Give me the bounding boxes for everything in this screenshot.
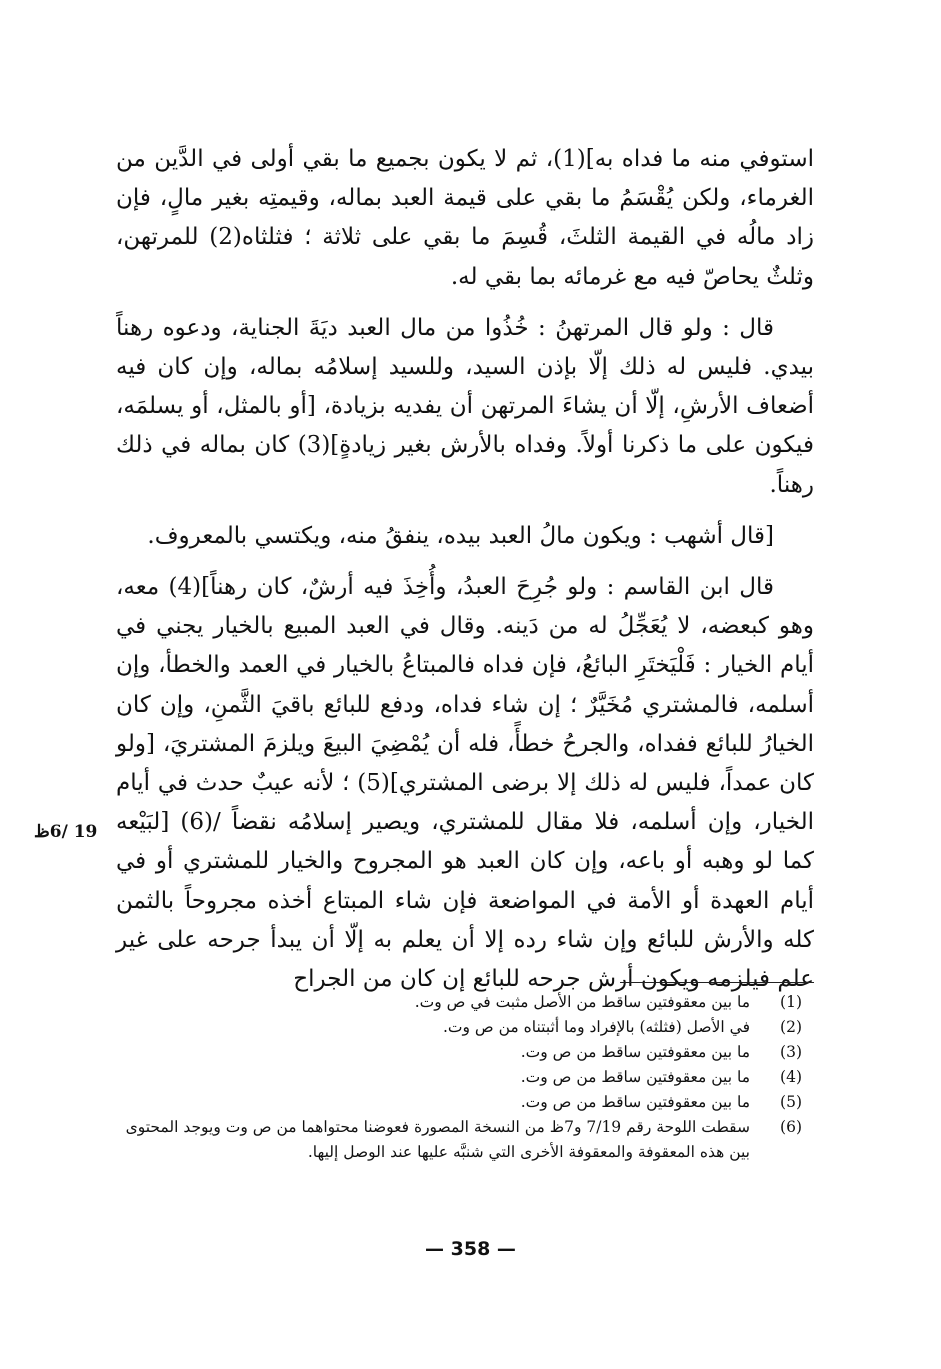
- footnote-number: (4): [780, 1068, 802, 1086]
- footnote-3: [116, 1040, 816, 1065]
- footnote-separator: [620, 982, 814, 983]
- footnote-text: في الأصل (فثلثه) بالإفراد وما أثبتناه من ص وت.: [443, 1018, 750, 1036]
- footnote-text: ما بين معقوفتين ساقط من ص وت.: [520, 1068, 750, 1086]
- footnote-4: [116, 1065, 816, 1090]
- footnote-text: ما بين معقوفتين ساقط من الأصل مثبت في ص وت.: [414, 993, 750, 1011]
- paragraph-1: استوفي منه ما فداه به](1)، ثم لا يكون بجميع ما بقي أولى في الدَّين من الغرماء، ولكن يُقْسَمُ ما بقي على قيمة العبد بماله، وقيمتِه بغير مالٍ، فإن زاد مالُه في القيمة الثلثَ، قُسِمَ ما بقي على ثلاثة ؛ فثلثاه(2) للمرتهن، وثلثٌ يحاصّ فيه مع غرمائه بما بقي له.: [116, 146, 814, 290]
- footnote-text: سقطت اللوحة رقم 7/19 و7ظ من النسخة المصورة فعوضنا محتواهما من ص وت ويوجد المحتوى بين هذه المعقوفة والمعقوفة الأخرى التي شنبَّه عليها عند الوصل إليها.: [125, 1118, 750, 1161]
- footnotes: [116, 990, 816, 1165]
- page-number: — 358 —: [425, 1238, 516, 1260]
- footnote-6: [116, 1115, 816, 1165]
- footnote-5: [116, 1090, 816, 1115]
- footnote-number: (5): [780, 1093, 802, 1111]
- footnote-number: (3): [780, 1043, 802, 1061]
- paragraph-2: قال : ولو قال المرتهنُ : خُذُوا من مال العبد ديَةَ الجناية، ودعوه رهناً بيدي. فليس له ذلك إلّا بإذن السيد، وللسيد إسلامُه بماله، وإن كان فيه أضعاف الأرشِ، إلّا أن يشاءَ المرتهن أن يفديه بزيادة، [أو بالمثل، أو يسلمَه، فيكون على ما ذكرنا أولاً. وفداه بالأرش بغير زيادةٍ](3) كان بماله في ذلك رهناً.: [116, 314, 814, 498]
- footnote-1: [116, 990, 816, 1015]
- footnote-number: (6): [780, 1118, 802, 1136]
- footnote-number: (2): [780, 1018, 802, 1036]
- paragraph-4: قال ابن القاسم : ولو جُرِحَ العبدُ، وأُخِذَ فيه أرشٌ، كان رهناً](4) معه، وهو كبعضه، لا يُعَجِّلُ له من دَينه. وقال في العبد المبيع بالخيار يجني في أيام الخيار : فَلْيَختَرِ البائعُ، فإن فداه فالمبتاعُ بالخيار في العمد والخطأ، وإن أسلمه، فالمشتري مُخَيَّرٌ ؛ إن شاء فداه، ودفع للبائع باقيَ الثَّمنِ، وإن كان الخيارُ للبائع ففداه، والجرحُ خطأً، فله أن يُمْضِيَ البيعَ ويلزمَ المشتريَ، [ولو كان عمداً، فليس له ذلك إلا برضى المشتري](5) ؛ لأنه عيبٌ حدث في أيام الخيار، وإن أسلمه، فلا مقال للمشتري، ويصير إسلامُه نقضاً /(6) [لبَيْعه كما لو وهبه أو باعه، وإن كان العبد هو المجروح والخيار للمشتري أو في أيام العهدة أو الأمة في المواضعة فإن شاء المبتاع أخذه مجروحاً بالثمن كله والأرش للبائع وإن شاء رده إلا أن يعلم به إلّا أن يبدأ جرحه على غير علم فيلزمه ويكون أرش جرحه للبائع إن كان من الجراح: [116, 574, 814, 993]
- footnote-number: (1): [780, 993, 802, 1011]
- manuscript-folio-note: 19 /6ظ: [34, 822, 98, 842]
- footnote-text: ما بين معقوفتين ساقط من ص وت.: [520, 1043, 750, 1061]
- footnote-text: ما بين معقوفتين ساقط من ص وت.: [520, 1093, 750, 1111]
- paragraph-3: [قال أشهب : ويكون مالُ العبد بيده، ينفقُ منه، ويكتسي بالمعروف.: [147, 522, 774, 549]
- footnote-2: [116, 1015, 816, 1040]
- main-text: [116, 140, 814, 1011]
